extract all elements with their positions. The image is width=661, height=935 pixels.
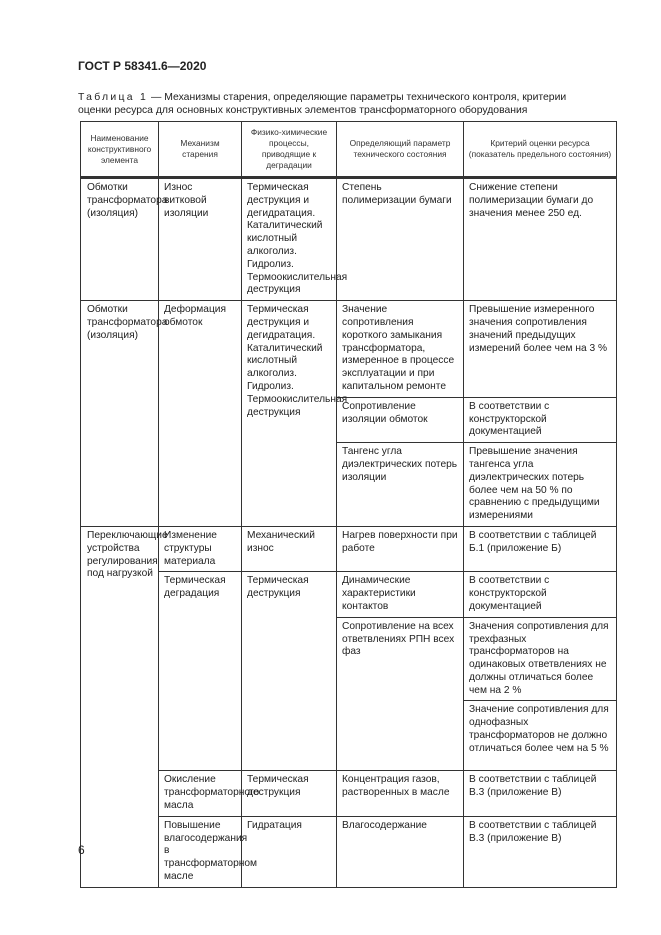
- table-row: [81, 572, 617, 617]
- aging-mechanisms-table: [80, 121, 617, 888]
- column-header: Механизм старения: [159, 122, 242, 178]
- criterion-cell: Значение сопротивления для однофазных трансформаторов не должно отличаться более чем на 5 %: [464, 701, 617, 771]
- mechanism-cell: Изменение структуры материала: [159, 526, 242, 571]
- document-header: ГОСТ Р 58341.6—2020: [78, 59, 207, 73]
- parameter-cell: Значение сопротивления короткого замыкания трансформатора, измеренное в процессе эксплуатации и при капитальном ремонте: [337, 301, 464, 398]
- table-header-row: [81, 122, 617, 178]
- process-cell: Термическая деструкция и дегидратация. Каталитический кислотный алкоголиз. Гидролиз. Термоокислительная деструкция: [242, 301, 337, 527]
- criterion-cell: Значения сопротивления для трехфазных трансформаторов на одинаковых ответвлениях не должны отличаться более чем на 2 %: [464, 617, 617, 701]
- criterion-cell: В соответствии с конструкторской документацией: [464, 572, 617, 617]
- column-header: Физико-химические процессы, приводящие к деградации: [242, 122, 337, 178]
- process-cell: Термическая деструкция: [242, 771, 337, 816]
- criterion-cell: В соответствии с таблицей В.3 (приложение В): [464, 816, 617, 887]
- criterion-cell: Снижение степени полимеризации бумаги до значения менее 250 ед.: [464, 179, 617, 301]
- process-cell: Гидратация: [242, 816, 337, 887]
- element-cell: Обмотки трансформатора (изоляция): [81, 179, 159, 301]
- criterion-cell: В соответствии с таблицей Б.1 (приложение Б): [464, 526, 617, 571]
- mechanism-cell: Повышение влагосодержания в трансформаторном масле: [159, 816, 242, 887]
- mechanism-cell: Износ витковой изоляции: [159, 179, 242, 301]
- column-header: Определяющий параметр технического состояния: [337, 122, 464, 178]
- element-cell: Обмотки трансформатора (изоляция): [81, 301, 159, 527]
- column-header: Критерий оценки ресурса (показатель предельного состояния): [464, 122, 617, 178]
- mechanism-cell: Термическая деградация: [159, 572, 242, 771]
- table-row: [81, 526, 617, 571]
- parameter-cell: Тангенс угла диэлектрических потерь изоляции: [337, 443, 464, 527]
- table-row: [81, 179, 617, 301]
- parameter-cell: Концентрация газов, растворенных в масле: [337, 771, 464, 816]
- table-caption: [78, 92, 598, 117]
- mechanism-cell: Окисление трансформаторного масла: [159, 771, 242, 816]
- table-row: [81, 816, 617, 887]
- page-number: 6: [78, 843, 85, 857]
- criterion-cell: Превышение измеренного значения сопротивления значений предыдущих измерений более чем на 3 %: [464, 301, 617, 398]
- mechanism-cell: Деформация обмоток: [159, 301, 242, 527]
- criterion-cell: В соответствии с таблицей В.3 (приложение В): [464, 771, 617, 816]
- parameter-cell: Сопротивление на всех ответвлениях РПН всех фаз: [337, 617, 464, 771]
- parameter-cell: Сопротивление изоляции обмоток: [337, 397, 464, 442]
- column-header: Наименование конструктивного элемента: [81, 122, 159, 178]
- table-row: [81, 771, 617, 816]
- parameter-cell: Нагрев поверхности при работе: [337, 526, 464, 571]
- parameter-cell: Влагосодержание: [337, 816, 464, 887]
- table-row: [81, 301, 617, 398]
- parameter-cell: Динамические характеристики контактов: [337, 572, 464, 617]
- parameter-cell: Степень полимеризации бумаги: [337, 179, 464, 301]
- table-caption-label: Таблица 1: [78, 92, 149, 103]
- element-cell: Переключающие устройства регулирования под нагрузкой: [81, 526, 159, 887]
- process-cell: Механический износ: [242, 526, 337, 571]
- table-caption-text: — Механизмы старения, определяющие параметры технического контроля, критерии оценки ресурса для основных конструктивных элементов трансформаторного оборудования: [78, 92, 567, 116]
- process-cell: Термическая деструкция: [242, 572, 337, 771]
- process-cell: Термическая деструкция и дегидратация. Каталитический кислотный алкоголиз. Гидролиз. Термоокислительная деструкция: [242, 179, 337, 301]
- criterion-cell: Превышение значения тангенса угла диэлектрических потерь более чем на 50 % по сравнению с предыдущими измерениями: [464, 443, 617, 527]
- criterion-cell: В соответствии с конструкторской документацией: [464, 397, 617, 442]
